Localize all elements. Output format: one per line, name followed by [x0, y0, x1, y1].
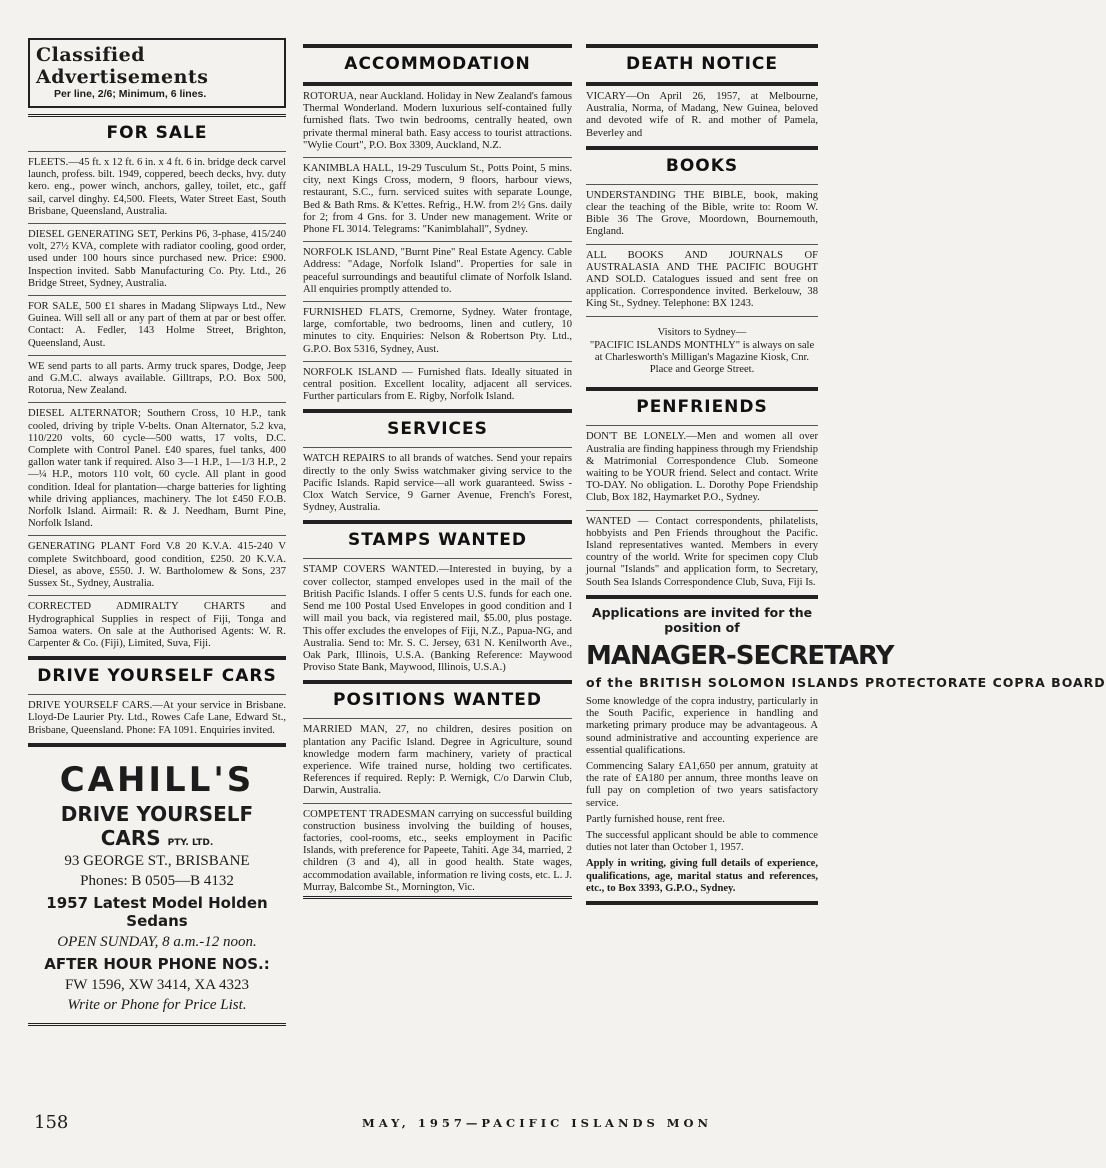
ad-understanding-bible: UNDERSTANDING THE BIBLE, book, making clear the teaching of the Bible, write to: Room W. Bible 36 The Grove, Moordown, Bournemouth, England.	[586, 189, 818, 238]
ad-norfolk-flats: NORFOLK ISLAND — Furnished flats. Ideally situated in central position. Excellent locality, adjacent all services. Further particulars from E. Rigby, Norfolk Island.	[303, 366, 572, 403]
ad-kanimbla-hall: KANIMBLA HALL, 19-29 Tusculum St., Potts Point, 5 mins. city, next Kings Cross, modern, 9 floors, harbour views, restaurant, S.C., furn. serviced suites with separate Lounge, Bed & Bath Rms. & K'ettes. Refrig., H.W. from 2½ Gns. daily for 2; from 4 Gns. for 3. Under new management. Write or Phone FL 3014. Telegrams: "Kanimblahall", Sydney.	[303, 163, 572, 236]
ad-stamp-covers: STAMP COVERS WANTED.—Interested in buying, by a cover collector, stamped envelopes used in the mail of the British Pacific Islands. I offer 5 cents U.S. funds for each one. Send me 100 Postal Used Envelopes in good condition and I will mail you back, via registered mail, $5.00, plus postage. This offer excludes the envelopes of Fiji, N.Z., Papua-NG, and Australia. Send to: Mr. S. C. Jersey, 631 N. Kenilworth Ave., Oak Park, Illinois, U.S.A. (Banking Reference: Maywood Proviso State Bank, Maywood, Illinois, U.S.A.)	[303, 564, 572, 674]
ad-competent-tradesman: COMPETENT TRADESMAN carrying on successful building construction business involving the building of houses, factories, cool-rooms, etc., seeks employment in Pacific Islands, with preference for Papeete, Tahiti. Age 34, married, 2 children (3 and 4), all in good health. State wages, accommodation available, information re living costs, etc. L. J. Murray, Balcombe St., Mornington, Vic.	[303, 808, 572, 893]
column-1	[28, 38, 286, 1032]
ad-wanted-contact: WANTED — Contact correspondents, philatelists, hobbyists and Pen Friends throughout the Pacific. Island representatives wanted. Members in every country of the world. Write for specimen copy Club journal "Islands" and application form, to Secretary, South Sea Islands Correspondence Club, Suva, Fiji Is.	[586, 515, 818, 588]
penfriends-heading: PENFRIENDS	[636, 397, 768, 418]
ad-diesel-generating: DIESEL GENERATING SET, Perkins P6, 3-phase, 415/240 volt, 27½ KVA, complete with radiator cooling, good order, used under 100 hours since purchased new. Price: £900. Inspection invited. Sabb Manufacturing Co. Pty. Ltd., 26 Bridge Street, Sydney, Australia.	[28, 229, 286, 289]
manager-body-1: Some knowledge of the copra industry, particularly in the South Pacific, experience in handling and marketing primary produce may be advantageous. A sound administrative and accounting experience are essential qualifications.	[586, 695, 818, 756]
ad-all-books: ALL BOOKS AND JOURNALS OF AUSTRALASIA AND THE PACIFIC BOUGHT AND SOLD. Catalogues issued and sent free on application. Correspondence invited. Berkelouw, 38 King St., Sydney. Telephone: BX 1243.	[586, 249, 818, 310]
divider	[28, 114, 286, 117]
column-3	[586, 38, 1106, 910]
cahill-after-hours: AFTER HOUR PHONE NOS.:	[44, 954, 270, 973]
drive-yourself-heading: DRIVE YOURSELF CARS	[37, 666, 277, 687]
cahill-address: 93 GEORGE ST., BRISBANE	[64, 852, 250, 869]
ad-furnished-flats: FURNISHED FLATS, Cremorne, Sydney. Water frontage, large, comfortable, two bedrooms, linen and cutlery, 10 minutes to city. Enquiries: Nelson & Robertson Pty. Ltd., G.P.O. Box 5316, Sydney, Aust.	[303, 307, 572, 355]
manager-invited: Applications are invited for the position of	[591, 604, 813, 635]
cahill-model: 1957 Latest Model Holden Sedans	[46, 893, 268, 930]
cahill-pty-ltd: PTY. LTD.	[167, 837, 214, 848]
cahill-phones: Phones: B 0505—B 4132	[80, 872, 234, 889]
manager-title: MANAGER-SECRETARY	[586, 640, 894, 671]
footer-text: MAY, 1957—PACIFIC ISLANDS MON	[362, 1116, 713, 1130]
manager-org: of the BRITISH SOLOMON ISLANDS PROTECTORATE COPRA BOARD	[586, 674, 1106, 690]
ad-diesel-alternator: DIESEL ALTERNATOR; Southern Cross, 10 H.P., tank cooled, driving by triple V-belts. Onan Alternator, 5.2 kva, 110/220 volts, 60 cycle—500 watts, 17 volts, D.C. Complete with Control Panel. £40 spares, fuel tanks, 400 gallon water tank if required. Also 3—1 H.P., 1—1/3 H.P., 2—¼ H.P., motors 110 volt, 60 cycle. All plant in good condition. Ideal for plantation—charge batteries for lighting while driving appliances, machinery. The lot £450 F.O.B. Norfolk Island. Airmail: R. & J. Needham, Burnt Pine, Norfolk Island.	[28, 408, 286, 530]
ad-admiralty-charts: CORRECTED ADMIRALTY CHARTS and Hydrographical Supplies in respect of Fiji, Tonga and Samoa waters. On sale at the Authorised Agents: W. R. Carpenter & Co. (Fiji), Limited, Suva, Fiji.	[28, 601, 286, 649]
stamps-wanted-heading: STAMPS WANTED	[348, 530, 527, 551]
cahill-open: OPEN SUNDAY, 8 a.m.-12 noon.	[57, 933, 257, 950]
cahill-advert	[28, 752, 286, 1021]
ad-rotorua: ROTORUA, near Auckland. Holiday in New Zealand's famous Thermal Wonderland. Modern luxurious self-contained fully furnished flats. Two twin bedrooms, centrally heated, own private thermal mineral bath. Easy access to tourist attractions. "Wylie Court", P.O. Box 3309, Auckland, N.Z.	[303, 91, 572, 151]
ad-vicary: VICARY—On April 26, 1957, at Melbourne, Australia, Norma, of Madang, New Guinea, beloved and devoted wife of R. and mother of Pamela, Beverley and	[586, 91, 818, 139]
ad-fleets: FLEETS.—45 ft. x 12 ft. 6 in. x 4 ft. 6 in. bridge deck carvel launch, profess. bilt. 1949, coppered, beech decks, hvy. duty kero. eng., power winch, anchors, galley, toilet, etc., gaff sail, carvel dinghy. £4,500. Fleets, Water Street East, South Brisbane, Queensland, Australia.	[28, 157, 286, 217]
column-2	[303, 38, 572, 905]
death-notice-heading: DEATH NOTICE	[626, 54, 778, 74]
ad-visitors-sydney: Visitors to Sydney— "PACIFIC ISLANDS MONTHLY" is always on sale at Charlesworth's Milligan's Magazine Kiosk, Cnr. Place and George Street.	[589, 327, 815, 376]
ad-norfolk-burnt-pine: NORFOLK ISLAND, "Burnt Pine" Real Estate Agency. Cable Address: "Adage, Norfolk Island". Properties for sale in peaceful surroundings and beautiful climate of Norfolk Island. All enquiries promptly attended to.	[303, 247, 572, 295]
ad-generating-plant: GENERATING PLANT Ford V.8 20 K.V.A. 415-240 V complete Switchboard, good condition, £250. 20 K.V.A. Diesel, as above, £550. J. W. Bartholomew & Sons, 237 Sussex St., Sydney, Australia.	[28, 541, 286, 590]
positions-wanted-heading: POSITIONS WANTED	[333, 690, 542, 711]
cahill-write: Write or Phone for Price List.	[67, 996, 247, 1013]
ad-married-man: MARRIED MAN, 27, no children, desires position on plantation any Pacific Island. Degree in Agriculture, sound knowledge modern farm machinery, variety of practical experience. Wife trained nurse, holding two certificates. References if required. Reply: P. Wernigk, C/o Darwin Club, Darwin, Australia.	[303, 724, 572, 797]
ad-drive-yourself: DRIVE YOURSELF CARS.—At your service in Brisbane. Lloyd-De Laurier Pty. Ltd., Rowes Cafe Lane, Edward St., Brisbane, Queensland. Phone: FA 1091. Enquiries invited.	[28, 700, 286, 736]
manager-body-3: Partly furnished house, rent free.	[586, 813, 725, 825]
classified-rates: Per line, 2/6; Minimum, 6 lines.	[54, 88, 207, 100]
ad-madang-shares: FOR SALE, 500 £1 shares in Madang Slipways Ltd., New Guinea. Will sell all or any part of them at par or best offer. Contact: A. Fedler, 143 Holme Street, Brighton, Queensland, Aust.	[28, 301, 286, 349]
cahill-drive-yourself: DRIVE YOURSELF CARS PTY. LTD.	[60, 801, 254, 850]
cahill-name: CAHILL'S	[59, 759, 255, 800]
books-heading: BOOKS	[665, 155, 739, 176]
services-heading: SERVICES	[387, 419, 488, 440]
ad-truck-parts: WE send parts to all parts. Army truck spares, Dodge, Jeep and G.M.C. always available. Gilltraps, P.O. Box 500, Rotorua, New Zealand.	[28, 360, 286, 397]
manager-body-5: Apply in writing, giving full details of experience, qualifications, age, marital status and references, etc., to Box 3393, G.P.O., Sydney.	[586, 858, 818, 894]
classified-header-box	[28, 38, 286, 108]
manager-body-4: The successful applicant should be able to commence duties not later than October 1, 1957.	[586, 829, 818, 854]
manager-body-2: Commencing Salary £A1,650 per annum, gratuity at the rate of £A180 per annum, three months leave on full pay on completion of two years satisfactory service.	[586, 760, 818, 809]
page-number: 158	[34, 1112, 69, 1133]
cahill-numbers: FW 1596, XW 3414, XA 4323	[64, 976, 250, 993]
ad-dont-be-lonely: DON'T BE LONELY.—Men and women all over Australia are finding happiness through my Friendship & Matrimonial Correspondence Club. Someone waiting to be YOUR friend. Select and contact. Write TO-DAY. No obligation. L. Dorothy Pope Friendship Club, Box 182, Haymarket P.O., Sydney.	[586, 431, 818, 504]
classified-title: Classified Advertisements	[36, 44, 209, 88]
page-footer	[0, 1110, 801, 1140]
accommodation-heading: ACCOMMODATION	[344, 54, 531, 74]
ad-watch-repairs: WATCH REPAIRS to all brands of watches. Send your repairs directly to the only Swiss watchmaker giving service to the Pacific Islands. Rapid service—all work guaranteed. Swiss - Clox Watch Service, 9 Garner Avenue, French's Forest, Sydney, Australia.	[303, 453, 572, 514]
for-sale-heading: FOR SALE	[106, 123, 208, 143]
